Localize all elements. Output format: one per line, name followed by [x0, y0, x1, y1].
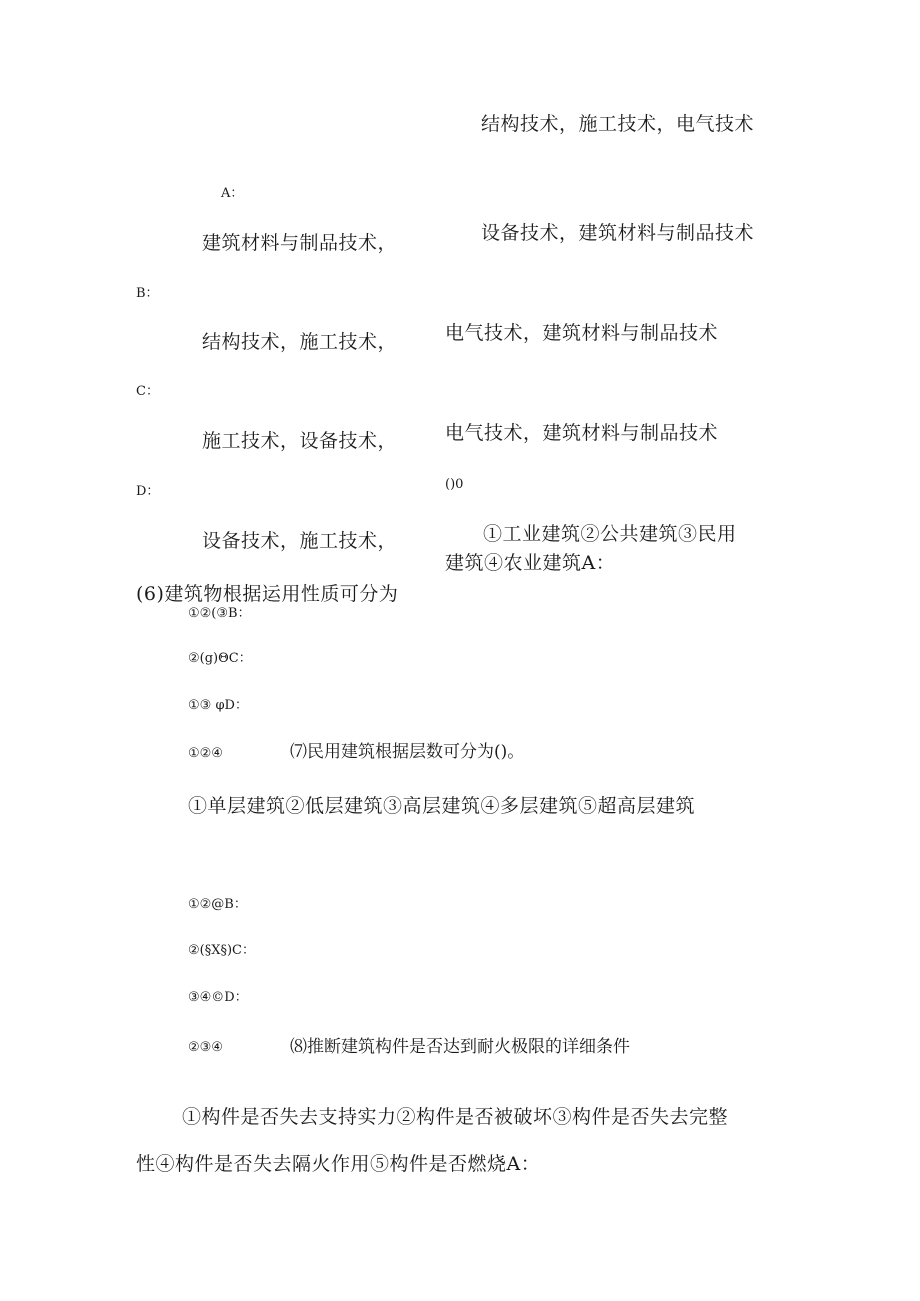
- q8-items-line1: ①构件是否失去支持实力②构件是否被破坏③构件是否失去完整: [182, 1106, 729, 1128]
- q7-choice-4: ②③④: [188, 1040, 223, 1055]
- q7-stem: ⑺民用建筑根据层数可分为()。: [290, 742, 525, 762]
- option-d-right-text: 电气技术，建筑材料与制品技术: [445, 422, 719, 444]
- q7-items: ①单层建筑②低层建筑③高层建筑④多层建筑⑤超高层建筑: [188, 795, 696, 817]
- building-use-items-line1: ①工业建筑②公共建筑③民用: [483, 523, 737, 545]
- option-c-right-text: 电气技术，建筑材料与制品技术: [445, 322, 719, 344]
- q7-choice-3: ③④©D：: [188, 990, 248, 1005]
- option-b-right-text: 设备技术，建筑材料与制品技术: [481, 222, 755, 244]
- q8-stem: ⑻推断建筑构件是否达到耐火极限的详细条件: [290, 1037, 630, 1057]
- option-c-left-text: 施工技术，设备技术，: [202, 430, 398, 452]
- choice-line-4: ①②④: [188, 746, 223, 761]
- option-d-label: D：: [136, 484, 160, 499]
- q7-choice-1: ①②@B：: [188, 897, 247, 912]
- q7-choice-2: ②(§X§)C：: [188, 943, 255, 958]
- building-use-items-line2: 建筑④农业建筑A：: [445, 552, 616, 574]
- option-d-left-text: 设备技术，施工技术，: [202, 530, 398, 552]
- option-b-left-text: 结构技术，施工技术，: [202, 331, 398, 353]
- option-a-label: A：: [221, 186, 244, 201]
- choice-line-2: ②(g)ΘC：: [188, 651, 252, 666]
- paren-marker: ()0: [445, 477, 464, 492]
- choice-line-3: ①③ φD：: [188, 698, 248, 713]
- q8-items-line2: 性④构件是否失去隔火作用⑤构件是否燃烧A：: [136, 1153, 541, 1175]
- option-c-label: C：: [136, 384, 159, 399]
- choice-line-1: ①②(③B：: [188, 606, 251, 621]
- option-a-left-text: 建筑材料与制品技术，: [202, 232, 398, 254]
- option-b-label: B：: [136, 286, 159, 301]
- clipped-stem-wrapper: [136, 578, 426, 605]
- option-a-right-text: 结构技术，施工技术，电气技术: [481, 113, 755, 135]
- clipped-question-stem: (6)建筑物根据运用性质可分为: [136, 583, 399, 605]
